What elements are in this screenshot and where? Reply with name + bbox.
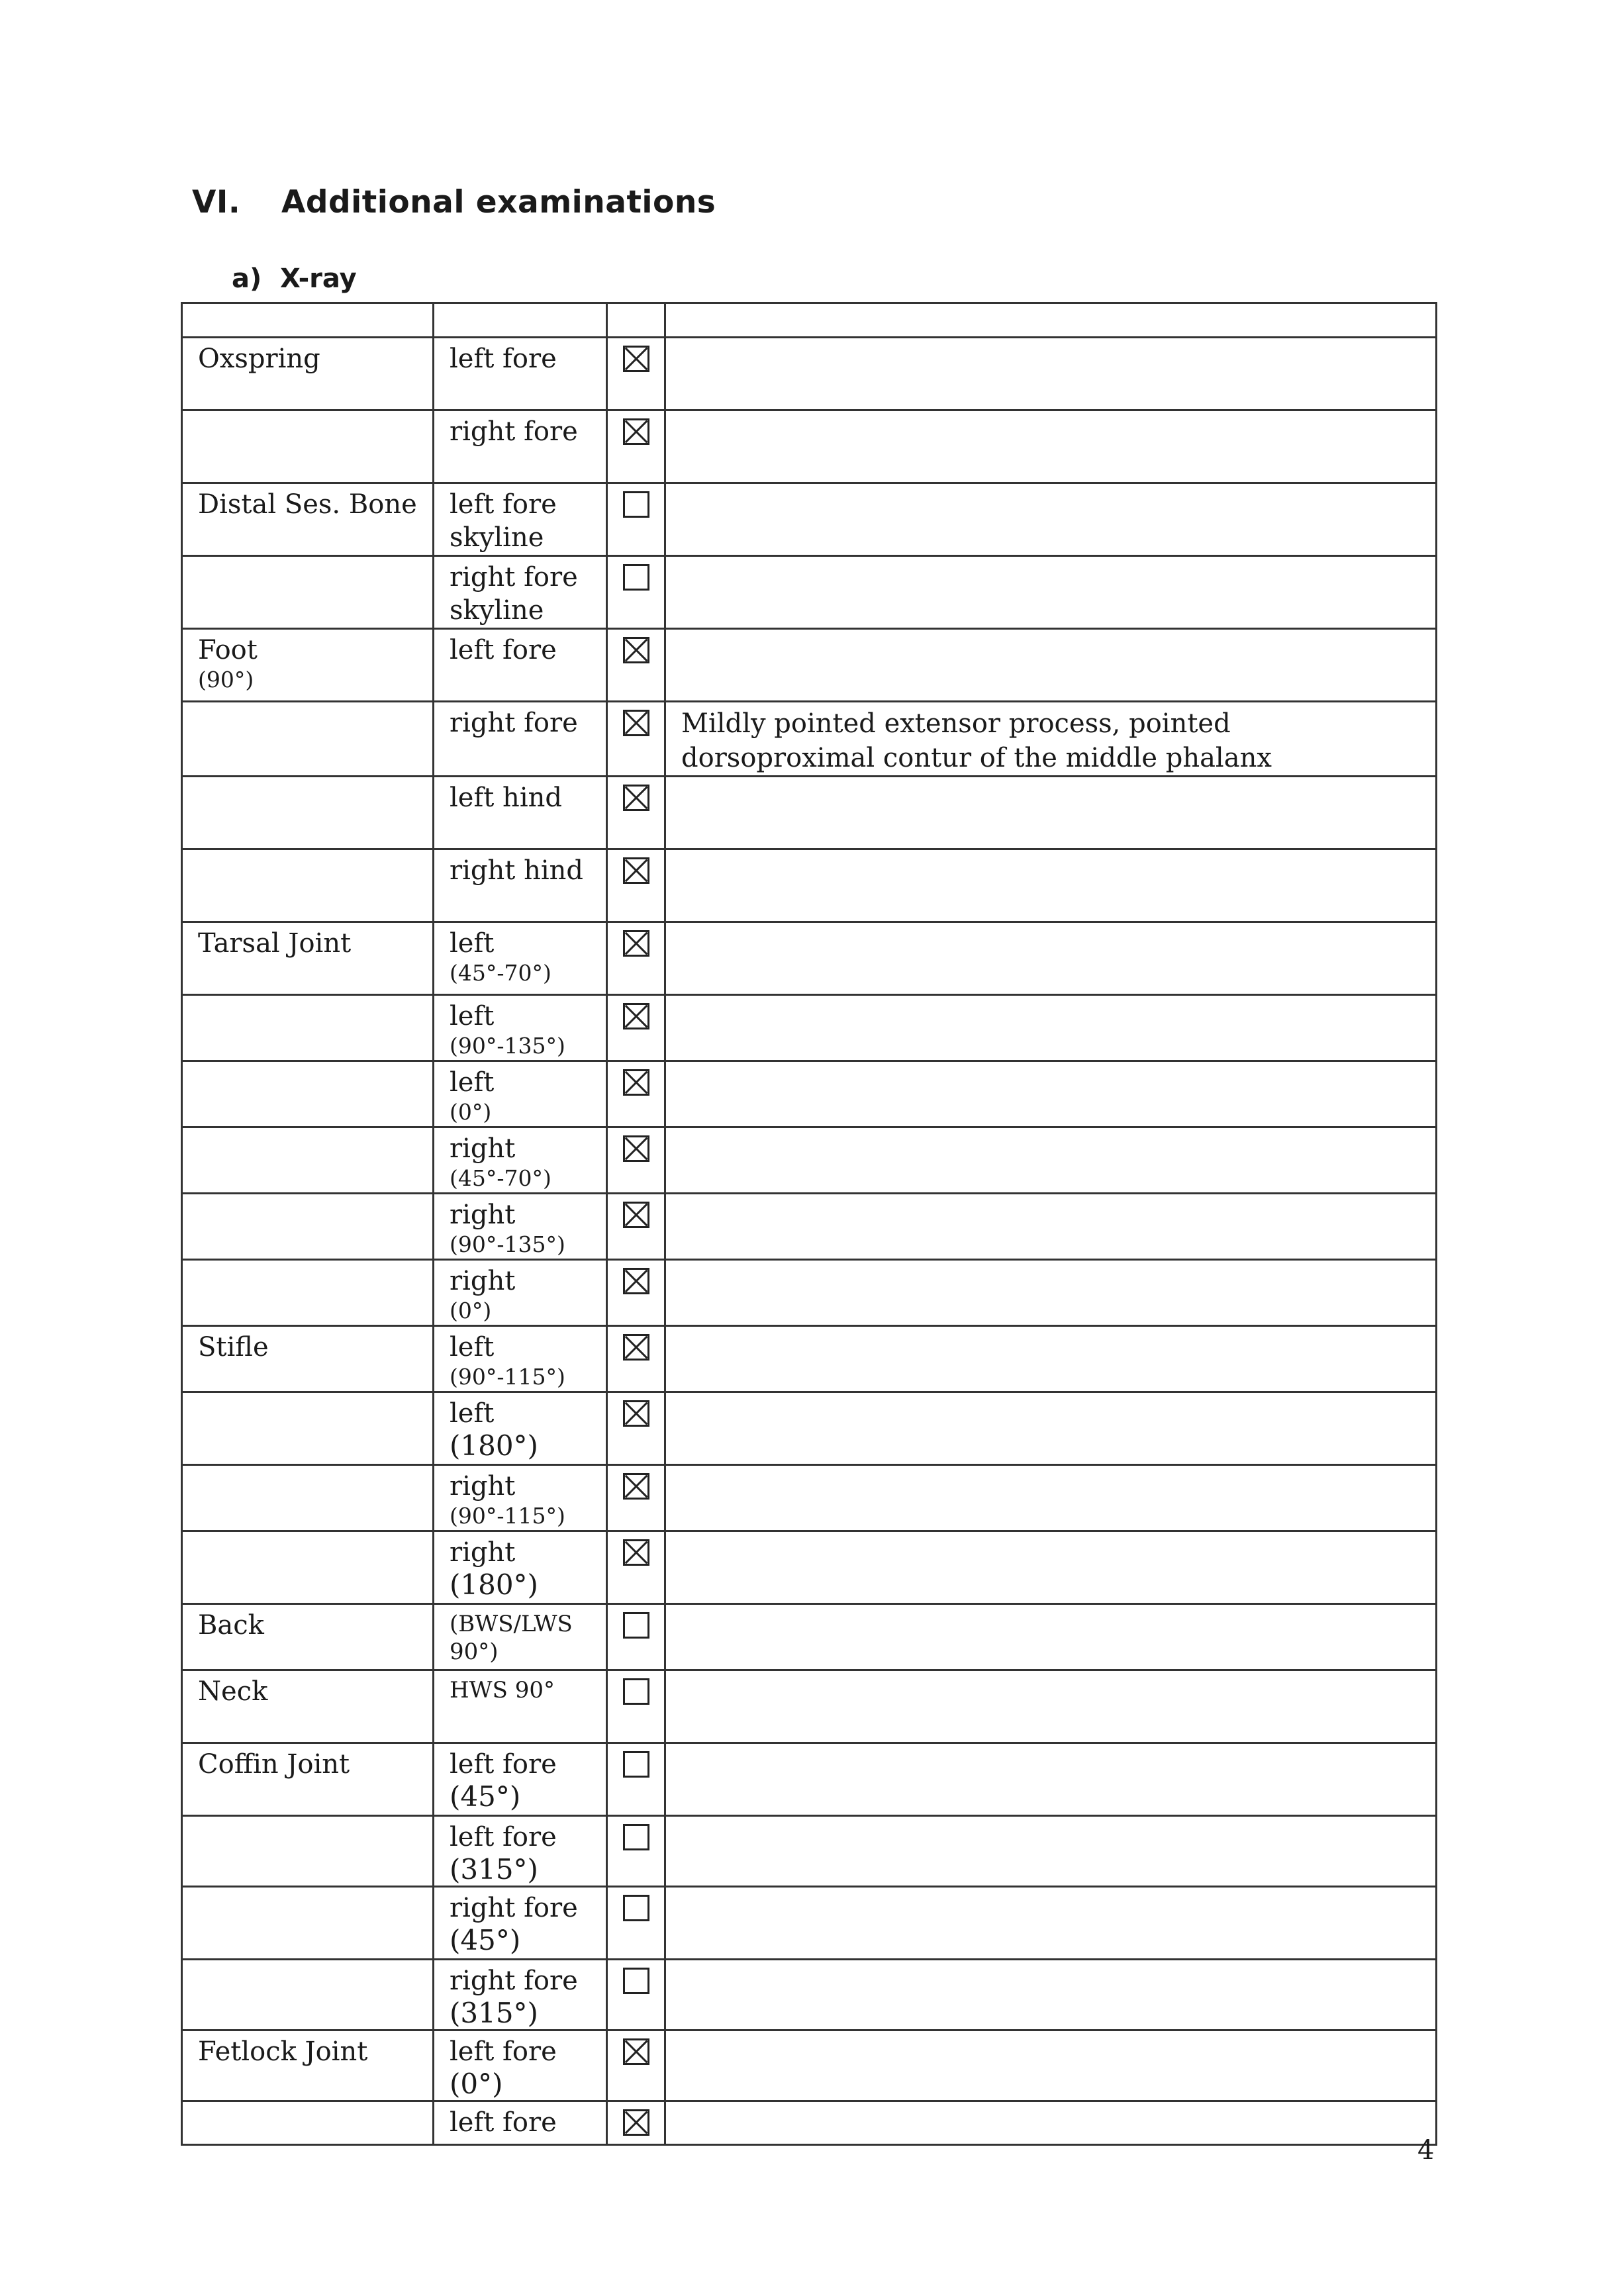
region-label (198, 304, 432, 308)
view-label: left (450, 1067, 495, 1098)
checkbox-cell (607, 1260, 665, 1326)
checked-box-icon[interactable] (623, 1069, 649, 1096)
note-cell (665, 1670, 1437, 1743)
view-label: right (450, 1133, 516, 1164)
view-cell (434, 556, 607, 629)
note-cell (665, 1604, 1437, 1670)
view-cell (434, 2031, 607, 2101)
region-label (198, 996, 432, 1000)
note-text (681, 2031, 1429, 2035)
note-text: Mildly pointed extensor process, pointed dorsoproximal contur of the middle phalanx (681, 708, 1272, 773)
note-cell (665, 1816, 1437, 1887)
region-cell (182, 1194, 434, 1260)
region-label: Back (198, 1610, 264, 1641)
region-label (198, 557, 432, 561)
note-text (681, 1888, 1429, 1891)
view-cell (434, 849, 607, 922)
region-cell (182, 702, 434, 777)
view-sublabel: (45°-70°) (450, 960, 551, 986)
note-text (681, 1466, 1429, 1470)
note-cell (665, 1887, 1437, 1960)
note-cell (665, 1465, 1437, 1531)
note-cell (665, 1194, 1437, 1260)
view-cell (434, 338, 607, 410)
note-cell (665, 1061, 1437, 1127)
region-label: Oxspring (198, 344, 320, 374)
checkbox-cell (607, 1061, 665, 1127)
note-text (681, 630, 1429, 634)
view-label: HWS 90° (450, 1677, 555, 1703)
note-text (681, 1960, 1429, 1964)
table-row (182, 995, 1437, 1061)
region-cell (182, 2031, 434, 2101)
checked-box-icon[interactable] (623, 1202, 649, 1228)
region-cell (182, 629, 434, 702)
view-cell (434, 303, 607, 338)
view-cell (434, 777, 607, 849)
checkbox-cell (607, 629, 665, 702)
checkbox-cell (607, 777, 665, 849)
checkbox-cell (607, 1465, 665, 1531)
region-label: Distal Ses. Bone (198, 489, 417, 520)
view-angle: (180°) (450, 1429, 538, 1462)
view-label: right hind (450, 855, 583, 886)
region-cell (182, 1260, 434, 1326)
table-row (182, 1260, 1437, 1326)
view-angle: (0°) (450, 2068, 503, 2100)
checkbox-cell (607, 849, 665, 922)
region-cell (182, 1531, 434, 1604)
empty-box-icon[interactable] (623, 564, 649, 591)
view-label: left fore (450, 489, 557, 520)
region-cell (182, 556, 434, 629)
checkbox-cell (607, 1960, 665, 2031)
region-label: Fetlock Joint (198, 2036, 368, 2067)
table-row (182, 556, 1437, 629)
checkbox-cell (607, 1887, 665, 1960)
note-cell (665, 629, 1437, 702)
region-cell (182, 1604, 434, 1670)
region-label (198, 1062, 432, 1066)
note-text (681, 304, 1429, 308)
region-label (198, 1261, 432, 1265)
table-row (182, 1604, 1437, 1670)
table-row (182, 702, 1437, 777)
empty-box-icon[interactable] (623, 1678, 649, 1705)
region-cell (182, 1465, 434, 1531)
note-cell (665, 410, 1437, 483)
note-cell (665, 1392, 1437, 1465)
region-cell (182, 338, 434, 410)
view-cell (434, 1194, 607, 1260)
view-cell (434, 410, 607, 483)
view-sublabel: (90°-115°) (450, 1364, 565, 1390)
view-angle: (315°) (450, 1997, 538, 2029)
note-cell (665, 995, 1437, 1061)
view-cell (434, 922, 607, 995)
note-text (681, 1817, 1429, 1821)
region-cell (182, 303, 434, 338)
checkbox-cell (607, 2101, 665, 2145)
note-cell (665, 1260, 1437, 1326)
region-label: Coffin Joint (198, 1749, 350, 1780)
region-cell (182, 849, 434, 922)
region-label: Foot (198, 635, 258, 665)
checked-box-icon[interactable] (623, 1268, 649, 1294)
note-cell (665, 1326, 1437, 1392)
checked-box-icon[interactable] (623, 1135, 649, 1162)
view-label: left (450, 928, 495, 959)
region-label (198, 777, 432, 781)
table-row (182, 1960, 1437, 2031)
view-sublabel: (0°) (450, 1298, 492, 1323)
note-cell (665, 1743, 1437, 1816)
table-row (182, 629, 1437, 702)
note-text (681, 411, 1429, 415)
view-sublabel: (90°-115°) (450, 1503, 565, 1529)
section-title: Additional examinations (281, 184, 716, 220)
view-sublabel: (45°-70°) (450, 1165, 551, 1191)
view-sublabel: skyline (450, 595, 544, 626)
note-cell (665, 338, 1437, 410)
region-cell (182, 1392, 434, 1465)
view-sublabel: (0°) (450, 1099, 492, 1125)
region-cell (182, 2101, 434, 2145)
table-row (182, 1743, 1437, 1816)
region-label (198, 2102, 432, 2106)
empty-box-icon[interactable] (623, 1612, 649, 1639)
checkbox-cell (607, 1326, 665, 1392)
region-label (198, 1194, 432, 1198)
checkbox-cell (607, 1127, 665, 1194)
region-label (198, 1532, 432, 1536)
checked-box-icon[interactable] (623, 637, 649, 663)
view-label: left fore (450, 635, 557, 665)
note-text (681, 1744, 1429, 1748)
view-label: right fore (450, 1893, 578, 1923)
subsection-heading (232, 263, 357, 294)
checked-box-icon[interactable] (623, 1400, 649, 1427)
view-cell (434, 483, 607, 556)
view-label (450, 304, 606, 308)
view-angle: (45°) (450, 1780, 521, 1813)
note-text (681, 1532, 1429, 1536)
view-label: left fore (450, 1749, 557, 1780)
table-row (182, 1127, 1437, 1194)
view-angle: (45°) (450, 1924, 521, 1956)
table-row (182, 1887, 1437, 1960)
region-label (198, 1888, 432, 1891)
table-row (182, 338, 1437, 410)
view-cell (434, 1127, 607, 1194)
region-cell (182, 1670, 434, 1743)
note-text (681, 1393, 1429, 1397)
view-label: left fore (450, 2107, 557, 2138)
view-label: right fore (450, 1966, 578, 1996)
view-angle: (180°) (450, 1568, 538, 1601)
region-cell (182, 1816, 434, 1887)
note-cell (665, 702, 1437, 777)
region-cell (182, 995, 434, 1061)
section-number: VI. (192, 184, 241, 220)
region-label (198, 1393, 432, 1397)
view-cell (434, 1960, 607, 2031)
region-cell (182, 1326, 434, 1392)
empty-box-icon[interactable] (623, 1824, 649, 1850)
view-cell (434, 995, 607, 1061)
view-label: right fore (450, 416, 578, 447)
view-label: left fore (450, 344, 557, 374)
checkbox-cell (607, 1531, 665, 1604)
view-sublabel: (90°-135°) (450, 1231, 565, 1257)
checkbox-cell (607, 1392, 665, 1465)
note-cell (665, 1531, 1437, 1604)
checked-box-icon[interactable] (623, 785, 649, 811)
checked-box-icon[interactable] (623, 2038, 649, 2065)
note-text (681, 850, 1429, 854)
view-cell (434, 2101, 607, 2145)
checked-box-icon[interactable] (623, 1334, 649, 1361)
view-cell (434, 1604, 607, 1670)
view-label: left fore (450, 1822, 557, 1852)
checkbox-cell (607, 995, 665, 1061)
region-label: Neck (198, 1676, 268, 1707)
region-label (198, 1128, 432, 1132)
region-label: Tarsal Joint (198, 928, 352, 959)
table-row (182, 1670, 1437, 1743)
view-label: right (450, 1200, 516, 1230)
subsection-title: X-ray (280, 263, 357, 294)
note-cell (665, 849, 1437, 922)
checked-box-icon[interactable] (623, 1473, 649, 1500)
checked-box-icon[interactable] (623, 930, 649, 957)
region-cell (182, 1127, 434, 1194)
checked-box-icon[interactable] (623, 710, 649, 736)
view-cell (434, 1392, 607, 1465)
empty-box-icon[interactable] (623, 1895, 649, 1921)
region-label (198, 411, 432, 415)
view-cell (434, 629, 607, 702)
checkbox-cell (607, 1743, 665, 1816)
checkbox-cell (607, 2031, 665, 2101)
view-cell (434, 1260, 607, 1326)
view-label: left hind (450, 783, 562, 813)
checkbox-cell (607, 303, 665, 338)
empty-box-icon[interactable] (623, 1968, 649, 1994)
region-cell (182, 1960, 434, 2031)
view-label: (BWS/LWS 90°) (450, 1611, 573, 1665)
checkbox-cell (607, 1670, 665, 1743)
subsection-letter: a) (232, 263, 262, 294)
table-row (182, 2101, 1437, 2145)
table-row (182, 303, 1437, 338)
note-cell (665, 303, 1437, 338)
checkbox-cell (607, 556, 665, 629)
table-row (182, 410, 1437, 483)
checkbox-cell (607, 338, 665, 410)
note-cell (665, 777, 1437, 849)
note-text (681, 1327, 1429, 1331)
table-row (182, 1392, 1437, 1465)
region-cell (182, 1743, 434, 1816)
page-number: 4 (1417, 2135, 1435, 2166)
region-cell (182, 777, 434, 849)
checkbox-cell (607, 702, 665, 777)
empty-box-icon[interactable] (623, 1751, 649, 1778)
region-cell (182, 922, 434, 995)
note-text (681, 777, 1429, 781)
view-cell (434, 1816, 607, 1887)
view-label: right (450, 1471, 516, 1502)
section-heading (192, 184, 716, 220)
note-text (681, 996, 1429, 1000)
checkbox-cell (607, 922, 665, 995)
note-text (681, 1194, 1429, 1198)
region-cell (182, 410, 434, 483)
region-label (198, 702, 432, 706)
view-cell (434, 702, 607, 777)
checkbox-cell (607, 483, 665, 556)
table-row (182, 777, 1437, 849)
checked-box-icon[interactable] (623, 418, 649, 445)
note-text (681, 338, 1429, 342)
checked-box-icon[interactable] (623, 857, 649, 884)
table-row (182, 849, 1437, 922)
view-cell (434, 1465, 607, 1531)
region-cell (182, 1061, 434, 1127)
note-text (681, 1128, 1429, 1132)
note-cell (665, 483, 1437, 556)
checkbox-cell (607, 1604, 665, 1670)
table-row (182, 1531, 1437, 1604)
region-cell (182, 1887, 434, 1960)
note-text (681, 1261, 1429, 1265)
checked-box-icon[interactable] (623, 2109, 649, 2136)
region-label (198, 1960, 432, 1964)
checked-box-icon[interactable] (623, 1003, 649, 1029)
view-cell (434, 1887, 607, 1960)
table-row (182, 1816, 1437, 1887)
note-cell (665, 2101, 1437, 2145)
note-text (681, 2102, 1429, 2106)
table-row (182, 483, 1437, 556)
checked-box-icon[interactable] (623, 1539, 649, 1566)
xray-table (181, 302, 1437, 2146)
region-label (198, 1466, 432, 1470)
view-cell (434, 1531, 607, 1604)
table-row (182, 1465, 1437, 1531)
note-text (681, 1605, 1429, 1609)
view-label: left (450, 1398, 495, 1429)
region-label (198, 1817, 432, 1821)
view-label: right (450, 1537, 516, 1568)
view-label: right fore (450, 562, 578, 593)
checked-box-icon[interactable] (623, 346, 649, 372)
view-label: right (450, 1266, 516, 1296)
note-cell (665, 922, 1437, 995)
table-row (182, 1326, 1437, 1392)
view-label: left (450, 1001, 495, 1031)
region-cell (182, 483, 434, 556)
view-label: left fore (450, 2036, 557, 2067)
note-text (681, 1062, 1429, 1066)
view-cell (434, 1743, 607, 1816)
note-text (681, 557, 1429, 561)
view-angle: (315°) (450, 1853, 538, 1886)
region-label (198, 850, 432, 854)
table-row (182, 1194, 1437, 1260)
note-cell (665, 556, 1437, 629)
note-cell (665, 1960, 1437, 2031)
note-text (681, 1671, 1429, 1675)
view-cell (434, 1061, 607, 1127)
note-text (681, 923, 1429, 927)
view-sublabel: skyline (450, 522, 544, 553)
view-label: left (450, 1332, 495, 1362)
checkbox-cell (607, 1816, 665, 1887)
checkbox-cell (607, 1194, 665, 1260)
view-sublabel: (90°-135°) (450, 1033, 565, 1059)
view-label: right fore (450, 708, 578, 738)
table-row (182, 2031, 1437, 2101)
note-cell (665, 1127, 1437, 1194)
empty-box-icon[interactable] (623, 491, 649, 518)
note-text (681, 484, 1429, 488)
view-cell (434, 1670, 607, 1743)
table-row (182, 922, 1437, 995)
region-sublabel: (90°) (198, 667, 254, 693)
checkbox-cell (607, 410, 665, 483)
region-label: Stifle (198, 1332, 269, 1362)
view-cell (434, 1326, 607, 1392)
table-row (182, 1061, 1437, 1127)
note-cell (665, 2031, 1437, 2101)
